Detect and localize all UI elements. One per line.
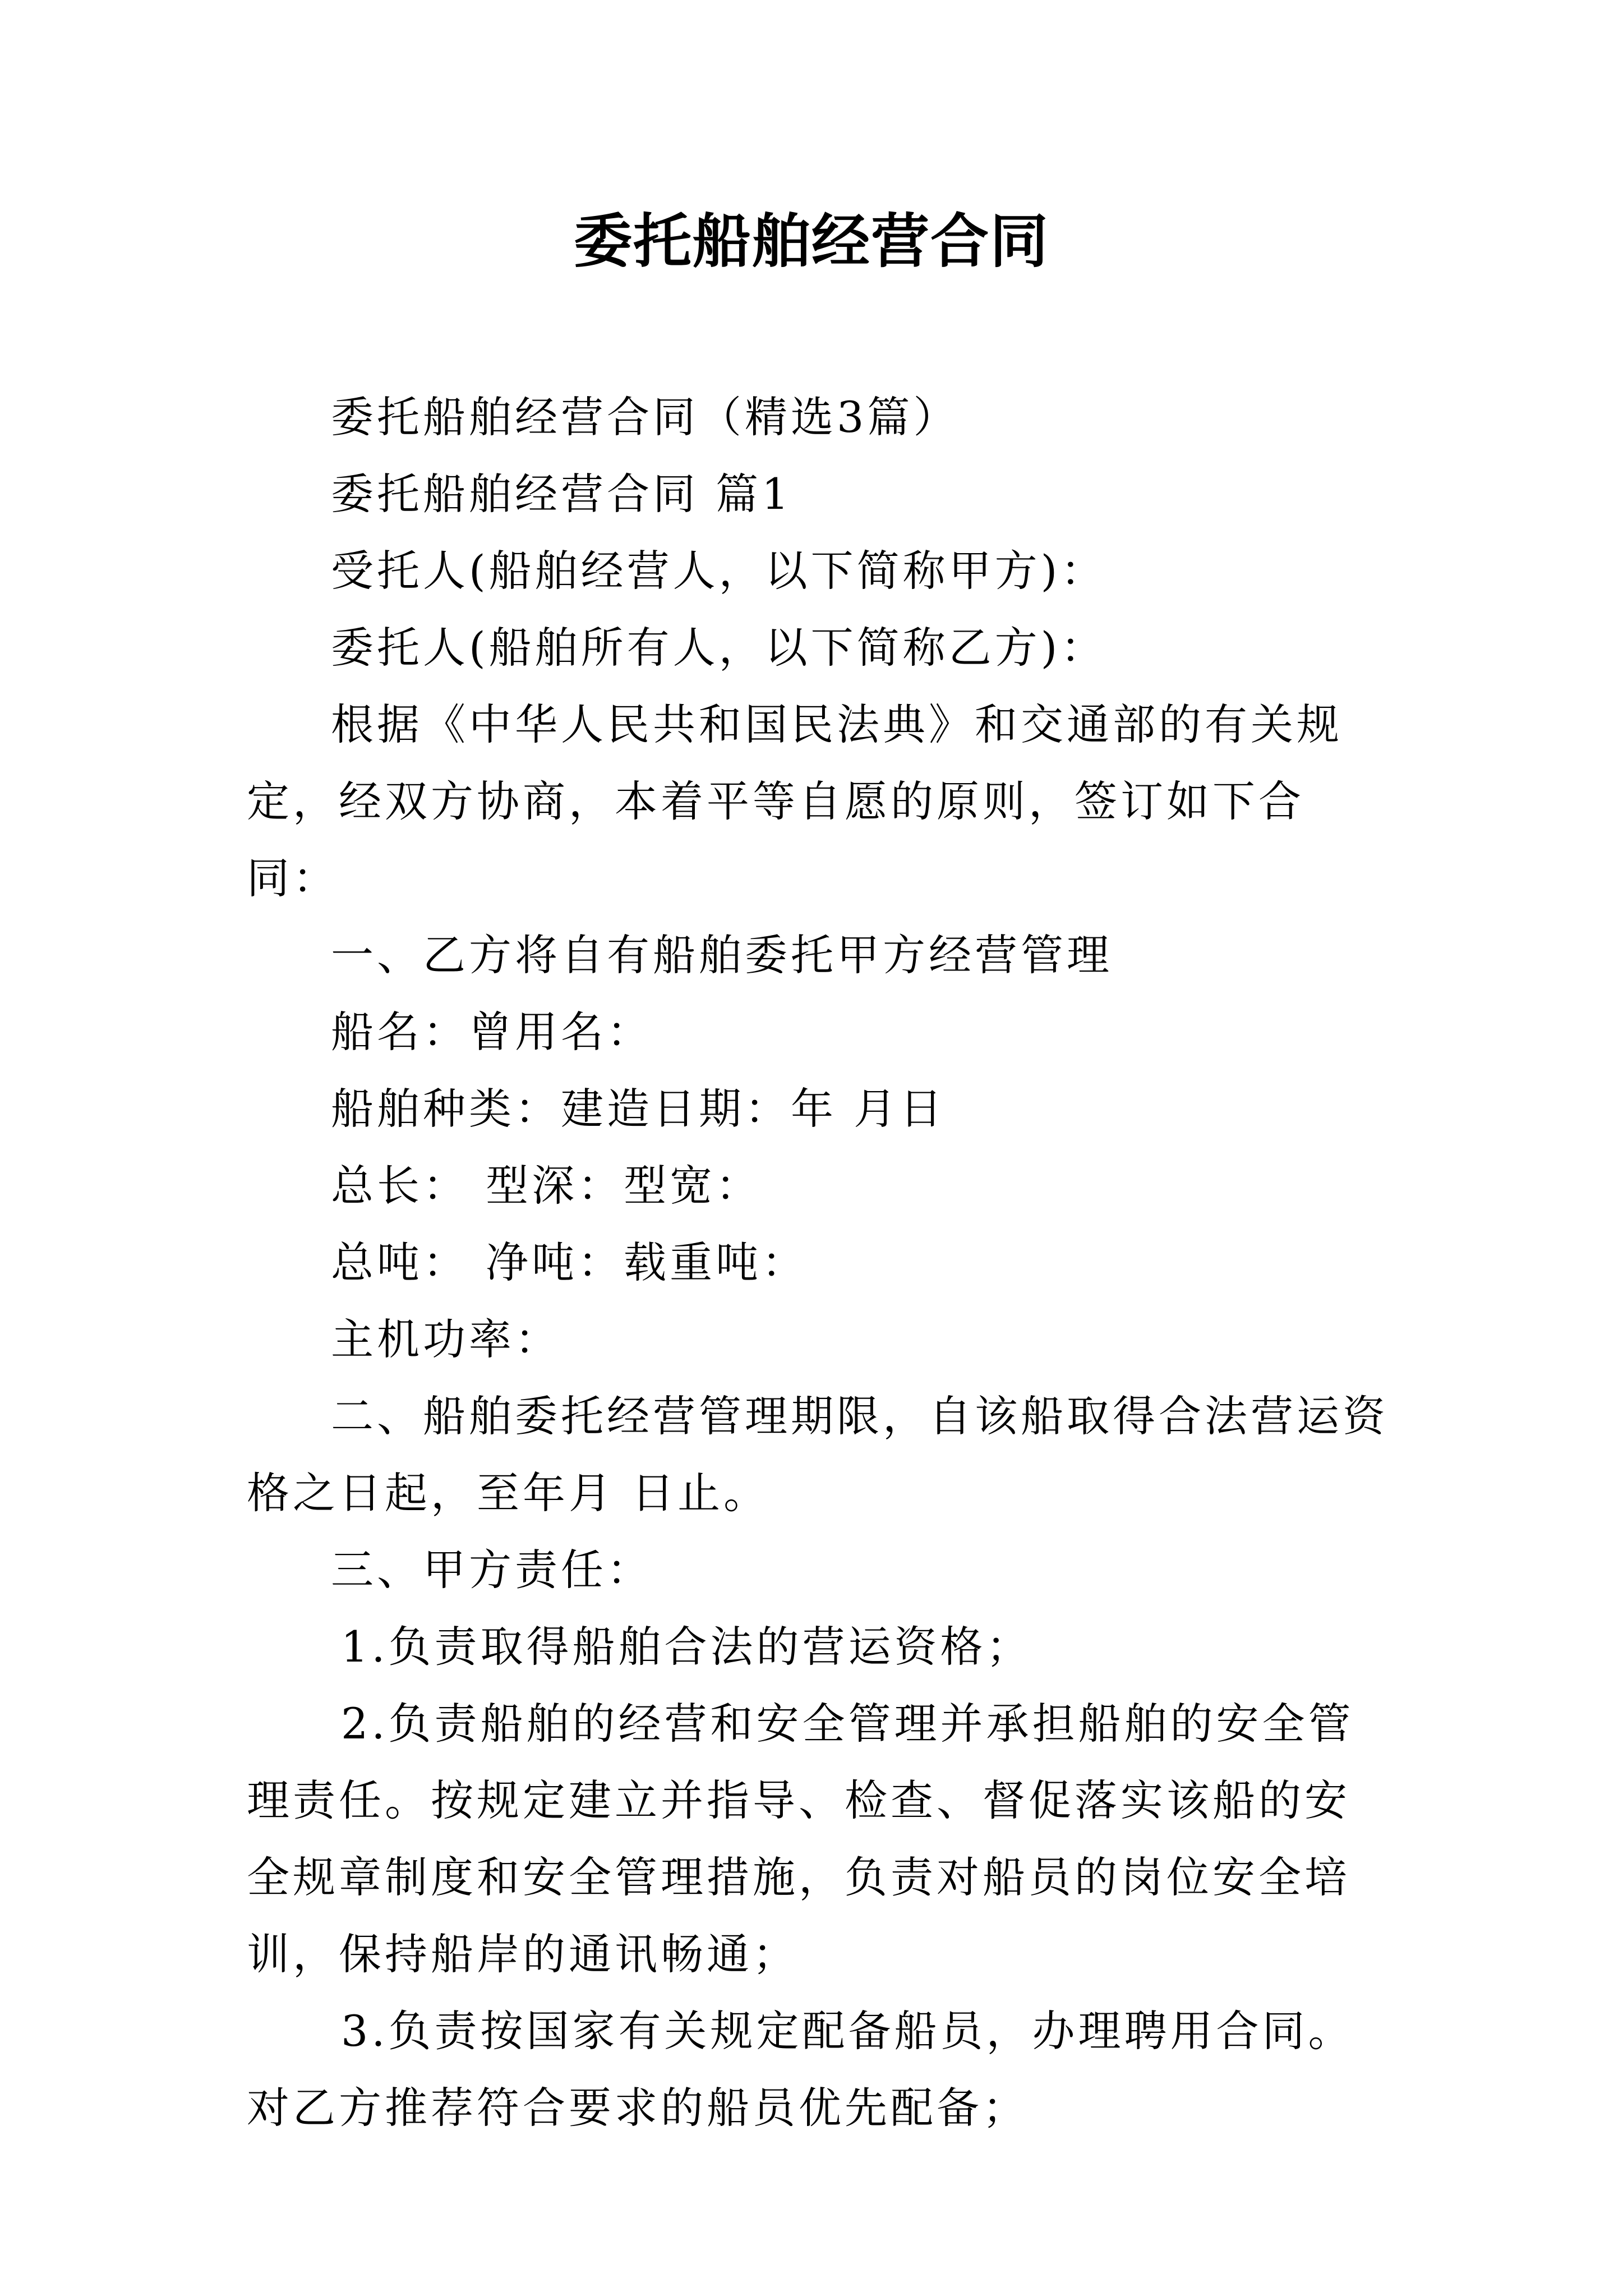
paragraph-ship-type: 船舶种类：建造日期：年 月日	[331, 1084, 946, 1134]
paragraph-subtitle: 委托船舶经营合同（精选3篇）	[331, 392, 960, 442]
paragraph-trustor: 委托人(船舶所有人，以下简称乙方)：	[331, 623, 1107, 673]
paragraph-section-heading: 委托船舶经营合同 篇1	[331, 469, 792, 519]
paragraph-clause-1: 一、乙方将自有船舶委托甲方经营管理	[331, 930, 1113, 980]
paragraph-trustee: 受托人(船舶经营人，以下简称甲方)：	[331, 546, 1107, 596]
paragraph-preamble: 根据《中华人民共和国民法典》和交通部的有关规定，经双方协商，本着平等自愿的原则，签订如下合同：	[247, 700, 1343, 903]
document-title: 委托船舶经营合同	[573, 206, 1049, 275]
paragraph-ship-dimensions: 总长： 型深：型宽：	[331, 1161, 762, 1211]
paragraph-clause-3: 三、甲方责任：	[331, 1545, 653, 1595]
paragraph-ship-tonnage: 总吨： 净吨：载重吨：	[331, 1237, 808, 1287]
paragraph-item-3: 3.负责按国家有关规定配备船员，办理聘用合同。对乙方推荐符合要求的船员优先配备；	[247, 2006, 1354, 2133]
paragraph-item-1: 1.负责取得船舶合法的营运资格；	[341, 1622, 1032, 1672]
paragraph-engine-power: 主机功率：	[331, 1314, 561, 1364]
paragraph-clause-2: 二、船舶委托经营管理期限，自该船取得合法营运资格之日起，至年月 日止。	[247, 1391, 1389, 1518]
document-body	[247, 379, 1391, 2146]
paragraph-item-2: 2.负责船舶的经营和安全管理并承担船舶的安全管理责任。按规定建立并指导、检查、督促落实该船的安全规章制度和安全管理措施，负责对船员的岗位安全培训，保持船岸的通讯畅通；	[247, 1699, 1354, 1979]
paragraph-ship-name: 船名：曾用名：	[331, 1007, 653, 1057]
